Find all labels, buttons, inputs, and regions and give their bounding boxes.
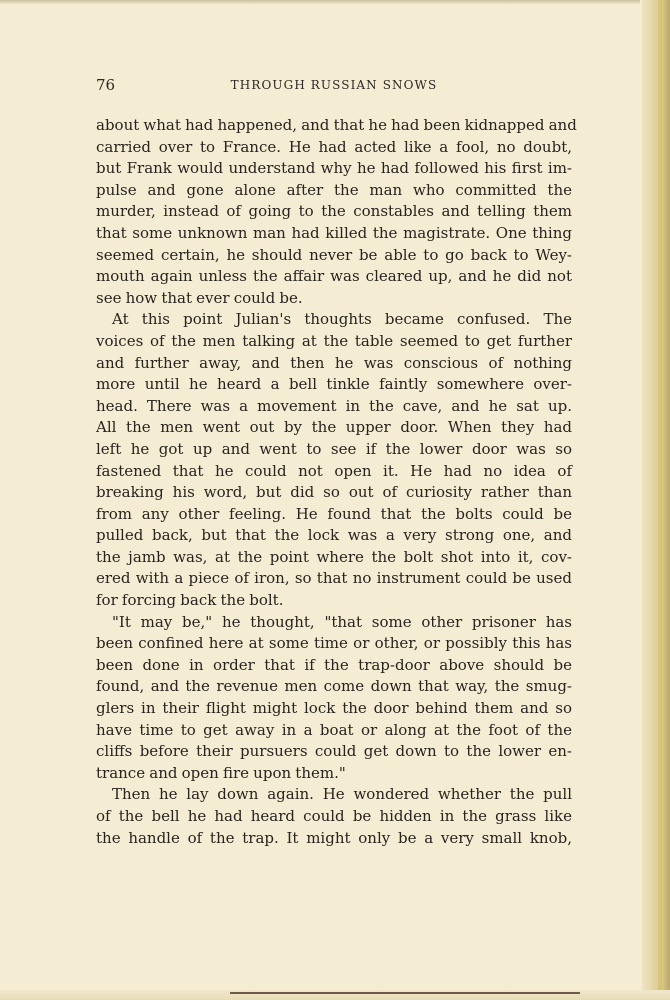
text-line: All the men went out by the upper door. When they had: [96, 418, 572, 437]
text-line: murder, instead of going to the constables and telling them: [96, 202, 572, 221]
text-line: pulse and gone alone after the man who committed the: [96, 180, 572, 199]
text-line: been confined here at some time or other, or possibly this has: [96, 634, 572, 653]
text-line: that some unknown man had killed the magistrate. One thing: [96, 223, 572, 242]
text-line: voices of the men talking at the table seemed to get further: [96, 331, 572, 350]
text-line: head. There was a movement in the cave, and he sat up.: [96, 396, 572, 415]
top-page-edge: [0, 0, 640, 4]
text-line: Then he lay down again. He wondered whether the pull: [112, 785, 572, 804]
text-line: ered with a piece of iron, so that no instrument could be used: [96, 569, 572, 588]
text-line: glers in their flight might lock the door behind them and so: [96, 699, 572, 718]
text-line: and further away, and then he was conscious of nothing: [96, 353, 572, 372]
text-line: for forcing back the bolt.: [96, 591, 284, 610]
body-text: [96, 115, 577, 849]
page-number: 76: [96, 76, 116, 94]
text-line: "It may be," he thought, "that some other prisoner has: [112, 612, 572, 631]
page-header: [96, 76, 572, 98]
text-line: cliffs before their pursuers could get down to the lower en-: [96, 742, 572, 761]
text-line: carried over to France. He had acted like a fool, no doubt,: [96, 137, 572, 156]
text-line: see how that ever could be.: [96, 288, 303, 307]
text-line: from any other feeling. He found that the bolts could be: [96, 504, 572, 523]
text-line: seemed certain, he should never be able to go back to Wey-: [96, 245, 572, 264]
text-line: more until he heard a bell tinkle faintly somewhere over-: [96, 375, 572, 394]
text-line: the jamb was, at the point where the bolt shot into it, cov-: [96, 547, 572, 566]
text-line: have time to get away in a boat or along at the foot of the: [96, 720, 572, 739]
text-line: breaking his word, but did so out of curiosity rather than: [96, 483, 572, 502]
right-page-edge: [642, 0, 670, 1000]
text-line: found, and the revenue men come down that way, the smug-: [96, 677, 572, 696]
bottom-edge-line: [230, 992, 580, 994]
text-line: about what had happened, and that he had been kidnapped and: [96, 116, 577, 134]
text-line: the handle of the trap. It might only be a very small knob,: [96, 828, 572, 847]
text-line: but Frank would understand why he had followed his first im-: [96, 159, 572, 178]
text-line: At this point Julian's thoughts became confused. The: [112, 310, 572, 329]
text-line: fastened that he could not open it. He had no idea of: [96, 461, 572, 480]
text-line: pulled back, but that the lock was a very strong one, and: [96, 526, 572, 545]
text-line: mouth again unless the affair was cleared up, and he did not: [96, 267, 572, 286]
text-line: of the bell he had heard could be hidden in the grass like: [96, 807, 572, 825]
text-line: left he got up and went to see if the lower door was so: [96, 439, 572, 458]
text-line: trance and open fire upon them.": [96, 763, 346, 782]
binding-band: [658, 0, 662, 1000]
text-line: been done in order that if the trap-door above should be: [96, 655, 572, 674]
running-head: THROUGH RUSSIAN SNOWS: [230, 78, 438, 92]
